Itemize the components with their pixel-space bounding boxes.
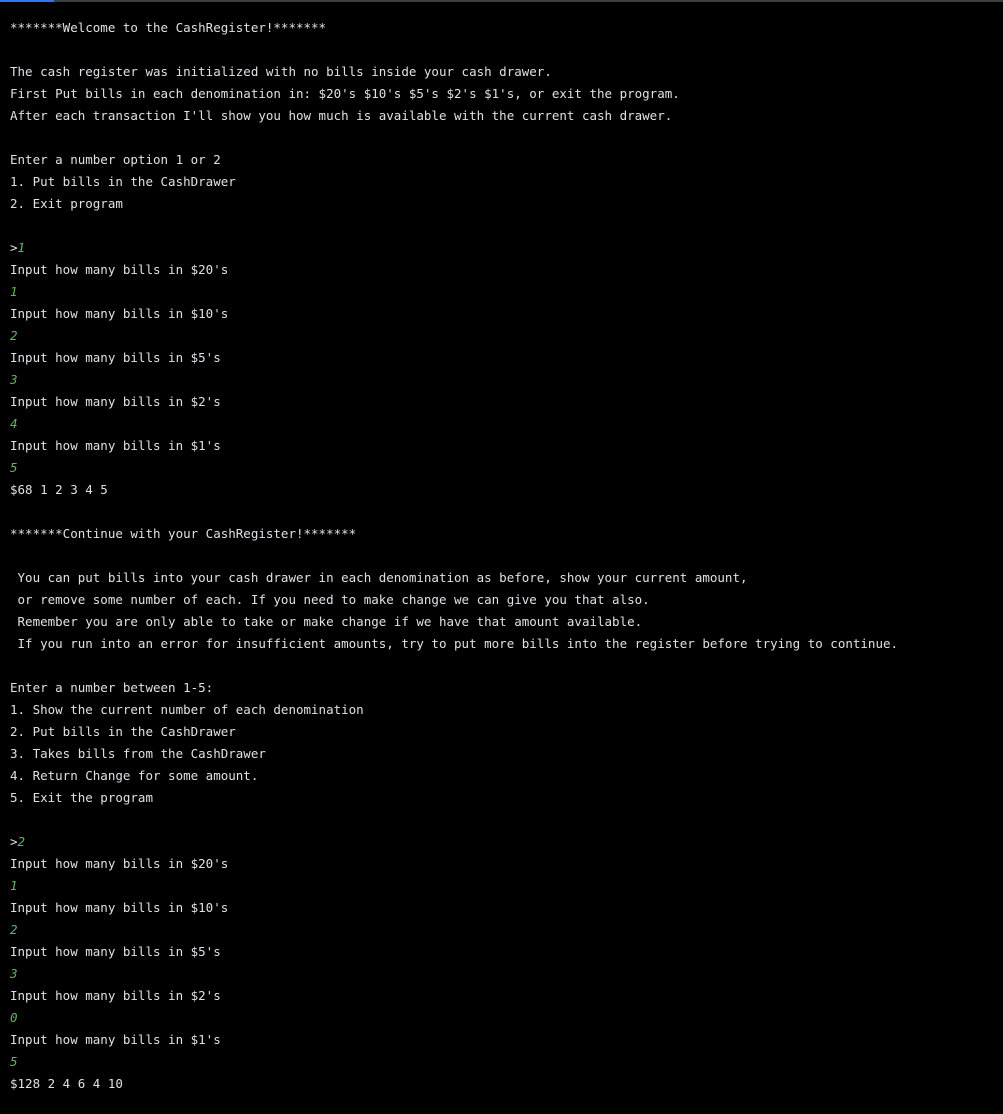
prompt-user-input: 2 xyxy=(17,834,26,849)
console-output-line: Input how many bills in $20's xyxy=(10,856,229,871)
console-output-line: Input how many bills in $2's xyxy=(10,988,221,1003)
console-output-line: 2. Exit program xyxy=(10,196,123,211)
console-output-line: Input how many bills in $1's xyxy=(10,438,221,453)
console-output-line: Input how many bills in $10's xyxy=(10,306,229,321)
prompt-symbol: > xyxy=(10,240,18,255)
console-user-input-line: 5 xyxy=(10,460,18,475)
console-output-line: 1. Put bills in the CashDrawer xyxy=(10,174,236,189)
console-output-line: 3. Takes bills from the CashDrawer xyxy=(10,746,266,761)
console-output-line: 4. Return Change for some amount. xyxy=(10,768,259,783)
console-output-line: 5. Exit the program xyxy=(10,790,153,805)
console-user-input-line: 3 xyxy=(10,372,18,387)
console-output-line: Input how many bills in $20's xyxy=(10,262,229,277)
console-user-input-line: 2 xyxy=(10,328,18,343)
console-blank-line xyxy=(10,39,995,61)
console-user-input-line: 3 xyxy=(10,966,18,981)
console-user-input-line: 1 xyxy=(10,878,18,893)
console-output-line: If you run into an error for insufficient amounts, try to put more bills into the register before trying to continue. xyxy=(10,636,899,651)
console-output-line: The cash register was initialized with no bills inside your cash drawer. xyxy=(10,64,552,79)
console-output-line: You can put bills into your cash drawer in each denomination as before, show your current amount, xyxy=(10,570,748,585)
console-user-input-line: 2 xyxy=(10,922,18,937)
window-top-border xyxy=(0,0,1003,2)
console-output-line: 1. Show the current number of each denomination xyxy=(10,702,364,717)
console-blank-line xyxy=(10,501,995,523)
console-output-line: Input how many bills in $5's xyxy=(10,350,221,365)
console-output[interactable] xyxy=(10,17,995,1095)
console-prompt-line xyxy=(10,237,995,259)
active-tab-indicator xyxy=(0,0,54,2)
console-user-input-line: 5 xyxy=(10,1054,18,1069)
prompt-user-input: 1 xyxy=(17,240,26,255)
console-output-line: After each transaction I'll show you how much is available with the current cash drawer. xyxy=(10,108,673,123)
console-output-line: Input how many bills in $1's xyxy=(10,1032,221,1047)
console-blank-line xyxy=(10,215,995,237)
console-output-line: $68 1 2 3 4 5 xyxy=(10,482,108,497)
console-user-input-line: 4 xyxy=(10,416,18,431)
prompt-symbol: > xyxy=(10,834,18,849)
console-output-line: First Put bills in each denomination in: $20's $10's $5's $2's $1's, or exit the program. xyxy=(10,86,680,101)
console-user-input-line: 0 xyxy=(10,1010,18,1025)
console-output-line: 2. Put bills in the CashDrawer xyxy=(10,724,236,739)
console-blank-line xyxy=(10,655,995,677)
console-output-line: Enter a number between 1-5: xyxy=(10,680,214,695)
console-blank-line xyxy=(10,127,995,149)
console-output-line: or remove some number of each. If you need to make change we can give you that also. xyxy=(10,592,650,607)
console-prompt-line xyxy=(10,831,995,853)
console-output-line: $128 2 4 6 4 10 xyxy=(10,1076,123,1091)
console-blank-line xyxy=(10,545,995,567)
console-output-line: Input how many bills in $5's xyxy=(10,944,221,959)
console-output-line: *******Continue with your CashRegister!******* xyxy=(10,526,357,541)
console-output-line: Remember you are only able to take or make change if we have that amount available. xyxy=(10,614,643,629)
console-output-line: Input how many bills in $10's xyxy=(10,900,229,915)
console-user-input-line: 1 xyxy=(10,284,18,299)
console-output-line: Enter a number option 1 or 2 xyxy=(10,152,221,167)
console-output-line: *******Welcome to the CashRegister!******* xyxy=(10,20,327,35)
console-output-line: Input how many bills in $2's xyxy=(10,394,221,409)
console-blank-line xyxy=(10,809,995,831)
